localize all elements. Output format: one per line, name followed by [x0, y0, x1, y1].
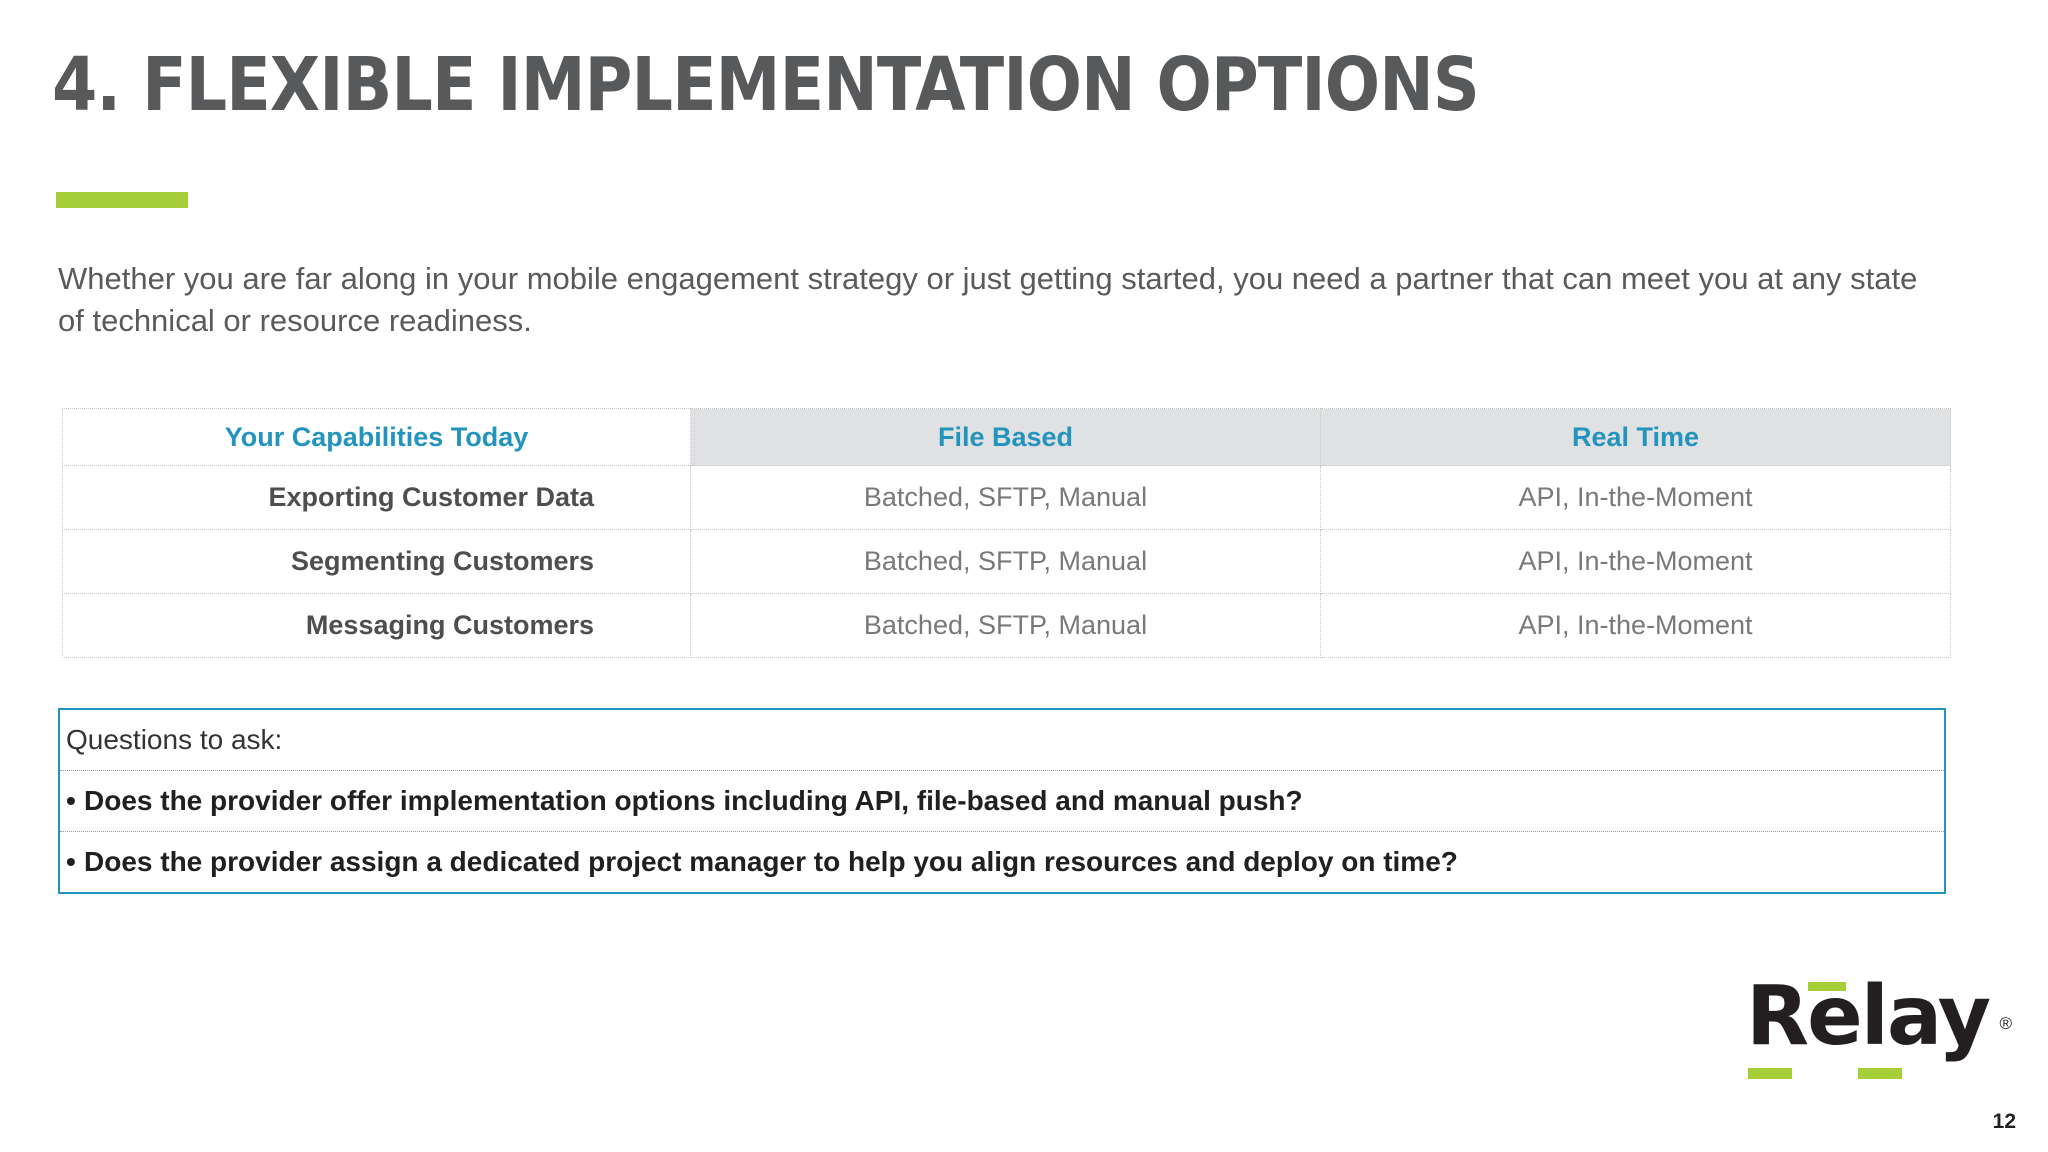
cell-file-based: Batched, SFTP, Manual	[691, 594, 1321, 658]
table-row	[63, 530, 1951, 594]
table-row	[63, 594, 1951, 658]
question-item	[60, 771, 1944, 832]
cell-real-time: API, In-the-Moment	[1321, 530, 1951, 594]
logo-wordmark: Relay	[1746, 969, 1990, 1064]
title-accent-rule	[56, 192, 188, 208]
questions-box	[58, 708, 1946, 894]
question-item	[60, 832, 1944, 892]
registered-trademark-icon: ®	[1999, 1014, 2012, 1033]
row-label: Segmenting Customers	[63, 530, 691, 594]
bullet-icon: •	[66, 785, 76, 816]
column-header-file-based: File Based	[691, 409, 1321, 466]
questions-heading: Questions to ask:	[60, 710, 1944, 771]
logo-accent-bar-right	[1858, 1068, 1902, 1079]
question-item-text: Does the provider assign a dedicated project manager to help you align resources and deploy on time?	[84, 846, 1458, 877]
cell-file-based: Batched, SFTP, Manual	[691, 466, 1321, 530]
row-label: Exporting Customer Data	[63, 466, 691, 530]
page-number: 12	[1992, 1110, 2016, 1133]
relay-logo	[1746, 969, 2012, 1086]
table-row	[63, 466, 1951, 530]
page-title: 4. FLEXIBLE IMPLEMENTATION OPTIONS	[52, 42, 1479, 128]
intro-paragraph: Whether you are far along in your mobile engagement strategy or just getting started, you need a partner that can meet you at any state of technical or resource readiness.	[58, 261, 1918, 338]
capabilities-table	[62, 408, 1951, 658]
column-header-capabilities: Your Capabilities Today	[63, 409, 691, 466]
row-label: Messaging Customers	[63, 594, 691, 658]
logo-accent-bar-left	[1748, 1068, 1792, 1079]
cell-file-based: Batched, SFTP, Manual	[691, 530, 1321, 594]
column-header-real-time: Real Time	[1321, 409, 1951, 466]
question-item-text: Does the provider offer implementation options including API, file-based and manual push?	[84, 785, 1303, 816]
cell-real-time: API, In-the-Moment	[1321, 466, 1951, 530]
bullet-icon: •	[66, 846, 76, 877]
cell-real-time: API, In-the-Moment	[1321, 594, 1951, 658]
table-header-row	[63, 409, 1951, 466]
